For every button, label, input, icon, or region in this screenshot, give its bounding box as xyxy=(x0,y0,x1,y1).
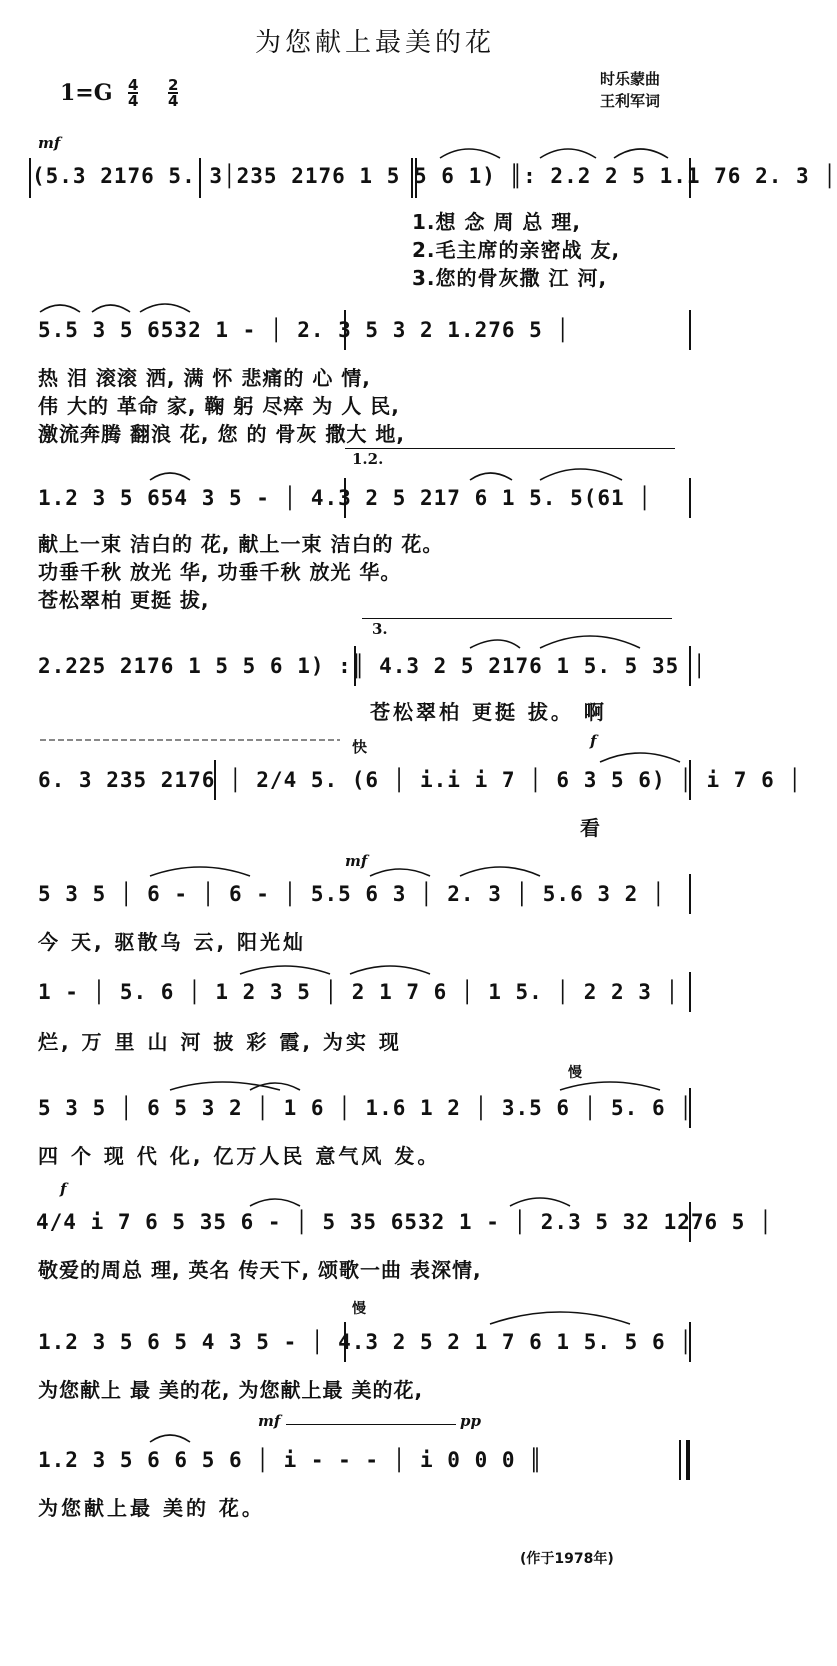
slur-mark xyxy=(140,304,190,312)
slur-mark xyxy=(92,305,130,312)
lyricist-credit: 王利军词 xyxy=(600,92,661,110)
slur-mark xyxy=(460,867,540,876)
notation-line-2: 5.5 3 5 6532 1 - │ 2. 3 5 3 2 1.276 5 │ xyxy=(38,318,571,342)
notation-line-10: 1.2 3 5 6 5 4 3 5 - │ 4.3 2 5 2 1 7 6 1 5. 5 6 │ xyxy=(38,1330,693,1354)
time-signature-4-4: 4 4 xyxy=(128,76,139,110)
slur-mark xyxy=(40,305,80,312)
time-signature-2-4: 2 4 xyxy=(168,76,179,110)
lyrics-s8-v1: 四 个 现 代 化, 亿万人民 意气风 发。 xyxy=(38,1144,441,1168)
slur-mark xyxy=(370,869,430,876)
lyrics-s5-v1: 看 xyxy=(580,816,603,840)
composer-credit: 时乐蒙曲 xyxy=(600,70,661,88)
dynamic-mark: mf xyxy=(345,852,368,870)
dynamic-mark: f xyxy=(590,732,597,750)
dynamic-mark: f xyxy=(60,1180,67,1198)
lyrics-s2-v2: 伟 大的 革命 家, 鞠 躬 尽瘁 为 人 民, xyxy=(38,394,400,418)
notation-line-9: 4/4 i 7 6 5 35 6 - │ 5 35 6532 1 - │ 2.3 5 32 1276 5 │ xyxy=(36,1210,773,1234)
slur-mark xyxy=(350,966,430,974)
slur-mark xyxy=(240,966,330,974)
lyrics-s3-v2: 功垂千秋 放光 华, 功垂千秋 放光 华。 xyxy=(38,560,402,584)
lyrics-s1-v1: 1.想 念 周 总 理, xyxy=(412,210,581,234)
lyrics-s7-v1: 烂, 万 里 山 河 披 彩 霞, 为实 现 xyxy=(38,1030,402,1054)
lyrics-s4-v1: 苍松翠柏 更挺 拔。 啊 xyxy=(370,700,607,724)
notation-line-1: (5.3 2176 5. 3│235 2176 1 5 5 6 1) ║: 2.2 2 5 1.1 76 2. 3 │ xyxy=(32,164,837,188)
notation-line-3: 1.2 3 5 654 3 5 - │ 4.3 2 5 217 6 1 5. 5(61 │ xyxy=(38,486,652,510)
notation-line-6: 5 3 5 │ 6 - │ 6 - │ 5.5 6 3 │ 2. 3 │ 5.6 3 2 │ xyxy=(38,882,666,906)
notation-line-7: 1 - │ 5. 6 │ 1 2 3 5 │ 2 1 7 6 │ 1 5. │ 2 2 3 │ xyxy=(38,980,680,1004)
volta-bracket-label: 3. xyxy=(372,620,388,638)
lyrics-s9-v1: 敬爱的周总 理, 英名 传天下, 颂歌一曲 表深情, xyxy=(38,1258,482,1282)
slur-mark xyxy=(510,1198,570,1206)
slur-mark xyxy=(490,1312,630,1324)
tempo-mark: 慢 xyxy=(568,1065,585,1081)
lyrics-s1-v3: 3.您的骨灰撒 江 河, xyxy=(412,266,608,290)
slur-mark xyxy=(540,469,622,480)
lyrics-s11-v1: 为您献上最 美的 花。 xyxy=(38,1496,265,1520)
slur-mark xyxy=(560,1082,660,1090)
notation-line-11: 1.2 3 5 6 6 5 6 │ i - - - │ i 0 0 0 ║ xyxy=(38,1448,543,1472)
volta-bracket-label: 1.2. xyxy=(352,450,384,468)
slur-mark xyxy=(150,867,250,876)
song-title: 为您献上最美的花 xyxy=(254,28,495,58)
slur-mark xyxy=(250,1199,300,1206)
slur-mark xyxy=(540,636,640,648)
dynamic-mark-start: mf xyxy=(258,1412,281,1430)
slur-mark xyxy=(150,473,190,480)
dynamic-mark: mf xyxy=(38,134,61,152)
composition-date: (作于1978年) xyxy=(520,1551,614,1567)
slur-mark xyxy=(170,1082,280,1090)
slur-mark xyxy=(440,149,500,158)
slur-mark xyxy=(470,640,520,648)
slur-mark xyxy=(600,753,680,762)
notation-line-8: 5 3 5 │ 6 5 3 2 │ 1 6 │ 1.6 1 2 │ 3.5 6 │ 5. 6 │ xyxy=(38,1096,693,1120)
slur-mark xyxy=(540,149,596,158)
dynamic-mark-end: pp xyxy=(460,1412,481,1430)
lyrics-s3-v1: 献上一束 洁白的 花, 献上一束 洁白的 花。 xyxy=(38,532,444,556)
slur-mark xyxy=(614,149,668,158)
notation-line-5: 6. 3 235 2176 │ 2/4 5. (6 │ i.i i 7 │ 6 3 5 6) │ i 7 6 │ xyxy=(38,768,803,792)
tempo-mark: 慢 xyxy=(352,1301,369,1317)
slur-mark xyxy=(150,1435,190,1442)
notation-line-4: 2.225 2176 1 5 5 6 1) :║ 4.3 2 5 2176 1 5. 5 35 │ xyxy=(38,654,707,678)
lyrics-s10-v1: 为您献上 最 美的花, 为您献上最 美的花, xyxy=(38,1378,424,1402)
lyrics-s6-v1: 今 天, 驱散乌 云, 阳光灿 xyxy=(38,930,307,954)
lyrics-s2-v1: 热 泪 滚滚 洒, 满 怀 悲痛的 心 情, xyxy=(38,366,371,390)
slur-mark xyxy=(470,473,512,480)
tempo-mark: 快 xyxy=(352,738,371,756)
lyrics-s2-v3: 激流奔腾 翻浪 花, 您 的 骨灰 撒大 地, xyxy=(38,422,405,446)
lyrics-s1-v2: 2.毛主席的亲密战 友, xyxy=(412,238,621,262)
key-signature: 1=G xyxy=(60,80,113,106)
lyrics-s3-v3: 苍松翠柏 更挺 拔, xyxy=(38,588,210,612)
